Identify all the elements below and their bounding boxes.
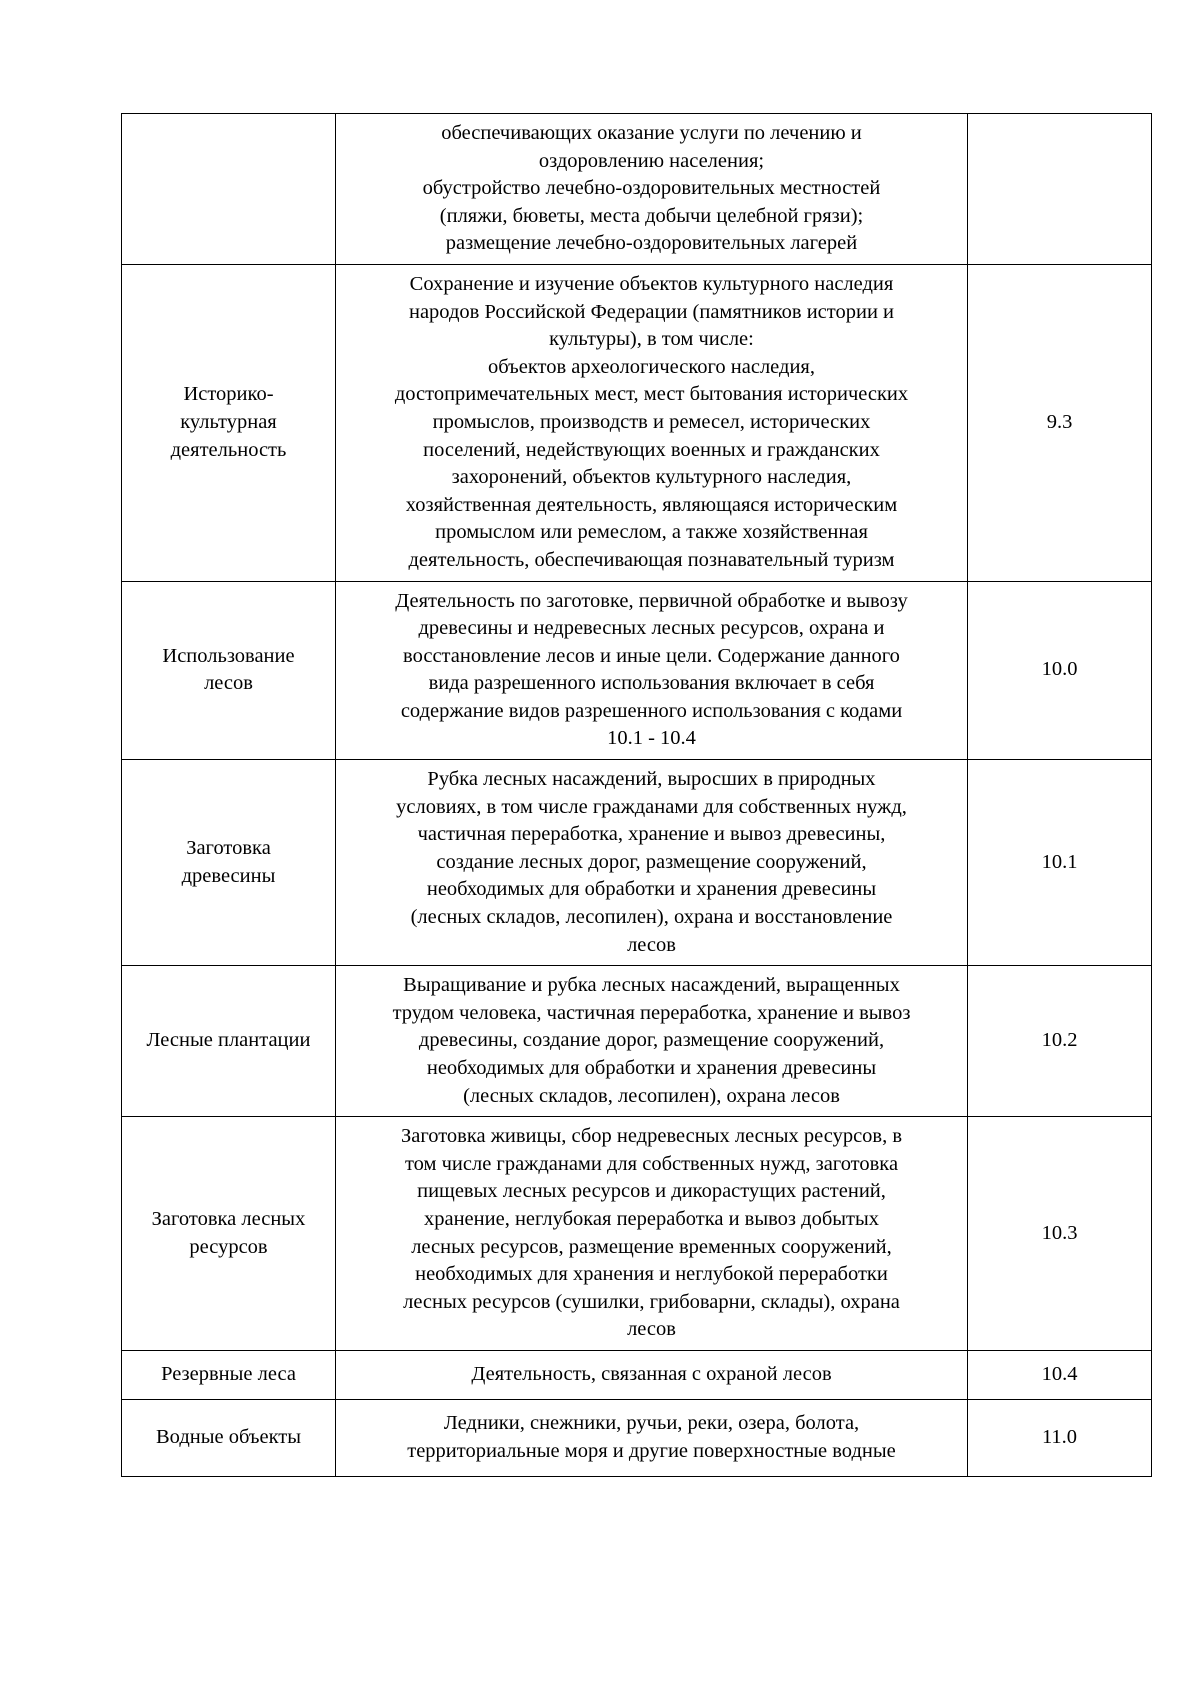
name-line: Заготовка лесных	[151, 1207, 306, 1230]
description-line: поселений, недействующих военных и гражданских	[423, 438, 880, 461]
description-line: пищевых лесных ресурсов и дикорастущих растений,	[417, 1180, 886, 1203]
description-line: размещение лечебно-оздоровительных лагерей	[445, 232, 858, 255]
table-row	[122, 581, 1152, 760]
description-line: лесных ресурсов (сушилки, грибоварни, склады), охрана	[403, 1290, 900, 1313]
description-line: деятельность, обеспечивающая познавательный туризм	[408, 548, 895, 571]
description-line: обеспечивающих оказание услуги по лечению и	[441, 122, 862, 144]
description-line: условиях, в том числе гражданами для собственных нужд,	[396, 795, 907, 818]
description-line: Сохранение и изучение объектов культурного наследия	[409, 272, 894, 295]
description-line: Деятельность по заготовке, первичной обработке и вывозу	[395, 589, 908, 612]
use-code-cell: 11.0	[968, 1399, 1152, 1476]
description-line: восстановление лесов и иные цели. Содержание данного	[403, 644, 900, 667]
use-name-cell	[122, 1117, 336, 1351]
description-line: древесины, создание дорог, размещение сооружений,	[418, 1029, 885, 1052]
use-name-cell	[122, 581, 336, 760]
name-line: Историко-	[183, 383, 274, 406]
description-line: территориальные моря и другие поверхностные водные	[407, 1439, 896, 1462]
use-description-cell	[336, 1399, 968, 1476]
description-line: захоронений, объектов культурного наследия,	[451, 466, 852, 489]
description-line: Заготовка живицы, сбор недревесных лесных ресурсов, в	[400, 1125, 903, 1148]
use-name-cell	[122, 1350, 336, 1399]
description-line: (пляжи, бюветы, места добычи целебной грязи);	[439, 204, 864, 227]
use-name-cell	[122, 114, 336, 265]
description-line: содержание видов разрешенного использования с кодами	[400, 699, 903, 722]
description-line: лесов	[627, 933, 676, 956]
description-line: Деятельность, связанная с охраной лесов	[471, 1363, 832, 1386]
use-code-cell: 10.1	[968, 760, 1152, 966]
use-name-cell	[122, 966, 336, 1117]
description-line: древесины и недревесных лесных ресурсов, охрана и	[418, 617, 885, 640]
use-description-cell	[336, 264, 968, 581]
description-line: обустройство лечебно-оздоровительных местностей	[422, 177, 881, 200]
table-row	[122, 760, 1152, 966]
description-line: 10.1 - 10.4	[607, 727, 696, 750]
name-line: Использование	[162, 644, 295, 667]
description-line: создание лесных дорог, размещение сооружений,	[436, 850, 867, 873]
description-line: (лесных складов, лесопилен), охрана и восстановление	[410, 906, 893, 929]
use-code-cell: 9.3	[968, 264, 1152, 581]
use-code-cell: 10.4	[968, 1350, 1152, 1399]
table-row	[122, 1117, 1152, 1351]
table-row	[122, 1399, 1152, 1476]
name-line: Резервные леса	[161, 1363, 296, 1386]
use-code-cell: 10.2	[968, 966, 1152, 1117]
name-line: культурная	[180, 410, 277, 433]
description-line: лесов	[627, 1318, 676, 1341]
description-line: промыслом или ремеслом, а также хозяйственная	[435, 521, 868, 544]
use-description-cell	[336, 1350, 968, 1399]
description-line: лесных ресурсов, размещение временных сооружений,	[411, 1235, 892, 1258]
table-row	[122, 966, 1152, 1117]
name-line: Водные объекты	[155, 1426, 302, 1449]
use-name-cell	[122, 1399, 336, 1476]
table-body	[122, 114, 1152, 1477]
use-name-cell	[122, 264, 336, 581]
name-line: Лесные плантации	[146, 1029, 311, 1052]
use-code-cell	[968, 114, 1152, 265]
name-line: ресурсов	[189, 1235, 268, 1258]
description-line: том числе гражданами для собственных нужд, заготовка	[404, 1152, 899, 1175]
description-line: промыслов, производств и ремесел, исторических	[432, 410, 871, 433]
description-line: оздоровлению населения;	[538, 149, 765, 172]
description-line: Выращивание и рубка лесных насаждений, выращенных	[403, 974, 900, 997]
description-line: трудом человека, частичная переработка, хранение и вывоз	[392, 1001, 911, 1024]
description-line: народов Российской Федерации (памятников истории и	[408, 300, 895, 323]
description-line: достопримечательных мест, мест бытования исторических	[394, 383, 909, 406]
description-line: вида разрешенного использования включает в себя	[428, 672, 875, 695]
description-line: частичная переработка, хранение и вывоз древесины,	[417, 823, 886, 846]
description-line: хозяйственная деятельность, являющаяся историческим	[405, 493, 898, 516]
name-line: древесины	[181, 864, 276, 887]
table-row	[122, 114, 1152, 265]
name-line: деятельность	[170, 438, 287, 461]
use-description-cell	[336, 760, 968, 966]
description-line: необходимых для обработки и хранения древесины	[426, 1057, 877, 1079]
use-description-cell	[336, 581, 968, 760]
description-line: (лесных складов, лесопилен), охрана лесов	[463, 1084, 840, 1107]
description-line: Рубка лесных насаждений, выросших в природных	[427, 768, 876, 791]
description-line: необходимых для хранения и неглубокой переработки	[415, 1263, 888, 1286]
description-line: объектов археологического наследия,	[488, 355, 815, 378]
use-description-cell	[336, 1117, 968, 1351]
name-line: лесов	[204, 672, 253, 695]
use-description-cell	[336, 114, 968, 265]
description-line: культуры), в том числе:	[549, 328, 754, 351]
description-line: хранение, неглубокая переработка и вывоз добытых	[423, 1207, 880, 1230]
table-row	[122, 264, 1152, 581]
land-use-table	[121, 113, 1152, 1477]
table-row	[122, 1350, 1152, 1399]
use-description-cell	[336, 966, 968, 1117]
description-line: необходимых для обработки и хранения древесины	[426, 878, 877, 901]
name-line: Заготовка	[186, 837, 271, 860]
description-line: Ледники, снежники, ручьи, реки, озера, болота,	[443, 1412, 860, 1435]
use-name-cell	[122, 760, 336, 966]
use-code-cell: 10.0	[968, 581, 1152, 760]
use-code-cell: 10.3	[968, 1117, 1152, 1351]
